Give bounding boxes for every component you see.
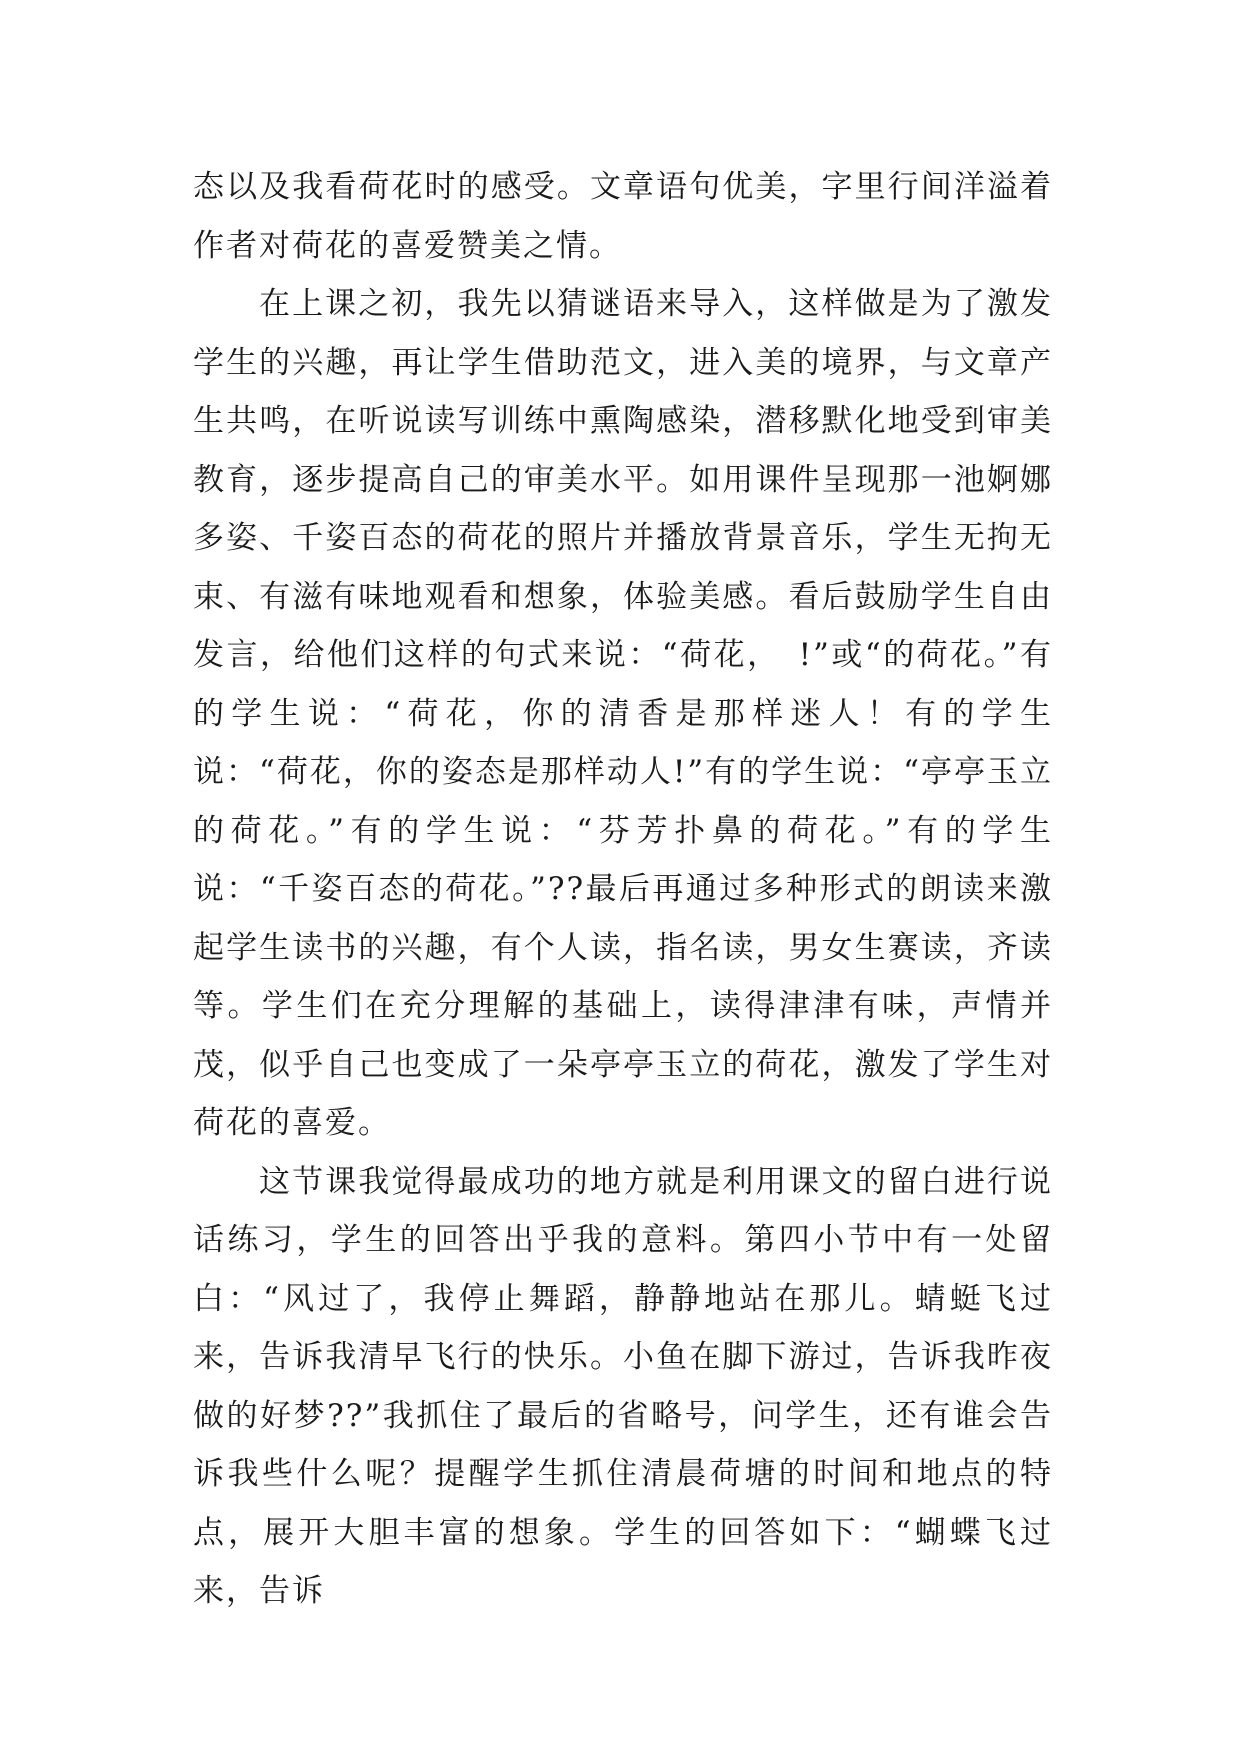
paragraph-speaking-practice: 这节课我觉得最成功的地方就是利用课文的留白进行说话练习，学生的回答出乎我的意料。第四小节中有一处留白：“风过了，我停止舞蹈，静静地站在那儿。蜻蜓飞过来，告诉我清早飞行的快乐。小鱼在脚下游过，告诉我昨夜做的好梦??”我抓住了最后的省略号，问学生，还有谁会告诉我些什么呢？提醒学生抓住清晨荷塘的时间和地点的特点，展开大胆丰富的想象。学生的回答如下：“蝴蝶飞过来，告诉 bbox=[193, 1163, 1053, 1609]
document-body bbox=[193, 158, 1053, 1621]
paragraph-lesson-intro: 在上课之初，我先以猜谜语来导入，这样做是为了激发学生的兴趣，再让学生借助范文，进入美的境界，与文章产生共鸣，在听说读写训练中熏陶感染，潜移默化地受到审美教育，逐步提高自己的审美水平。如用课件呈现那一池婀娜多姿、千姿百态的荷花的照片并播放背景音乐，学生无拘无束、有滋有味地观看和想象，体验美感。看后鼓励学生自由发言，给他们这样的句式来说：“荷花， !”或“的荷花。”有的学生说：“荷花，你的清香是那样迷人！有的学生说：“荷花，你的姿态是那样动人!”有的学生说：“亭亭玉立的荷花。”有的学生说：“芬芳扑鼻的荷花。”有的学生说：“千姿百态的荷花。”??最后再通过多种形式的朗读来激起学生读书的兴趣，有个人读，指名读，男女生赛读，齐读等。学生们在充分理解的基础上，读得津津有味，声情并茂，似乎自己也变成了一朵亭亭玉立的荷花，激发了学生对荷花的喜爱。 bbox=[193, 286, 1053, 1141]
paragraph-continuation: 态以及我看荷花时的感受。文章语句优美，字里行间洋溢着作者对荷花的喜爱赞美之情。 bbox=[193, 169, 1053, 264]
